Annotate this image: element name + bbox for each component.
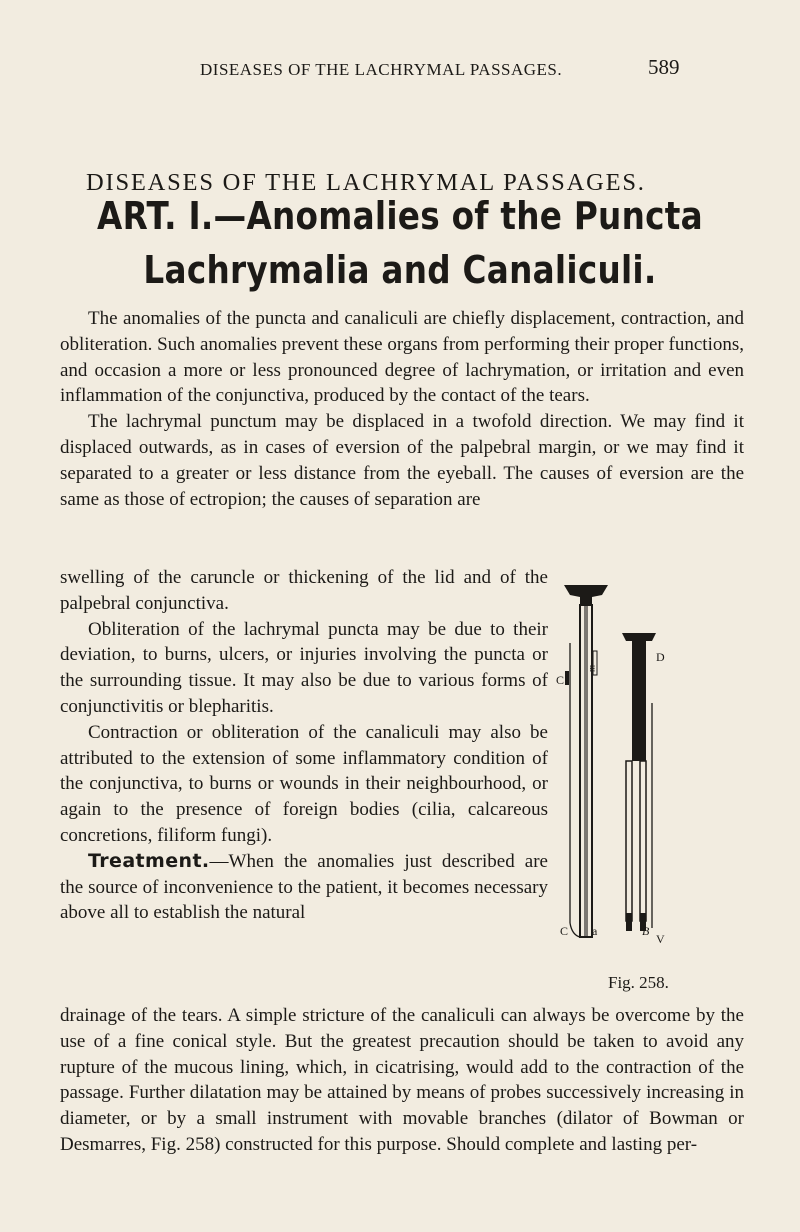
label-d: D — [656, 650, 665, 664]
article-heading-line2: Lachrymalia and Canaliculi. — [143, 248, 657, 292]
right-handle-upper — [632, 641, 646, 761]
paragraph-displacement-cont: swelling of the caruncle or thickening of the lid and of the palpebral conjunctiva. — [60, 567, 548, 614]
handle-top-grip — [564, 585, 608, 605]
page-number: 589 — [648, 55, 680, 79]
figure-258-dilator — [556, 583, 669, 993]
shaft-engraving: ш — [588, 665, 598, 672]
dilator-illustration — [556, 583, 666, 973]
article-heading-line1: ART. I.—Anomalies of the Puncta — [97, 194, 703, 238]
side-mark-c — [565, 671, 569, 685]
handle-right-grip — [622, 633, 656, 641]
paragraph-obliteration: Obliteration of the lachrymal puncta may be due to their deviation, to burns, ulcers, or injuries involving the puncta or the surrounding tissue. It may also be due to various forms of conjunctivitis or blepharitis. — [60, 618, 548, 717]
left-branch-curve — [570, 923, 580, 937]
label-v: V — [656, 932, 665, 946]
tip-a — [626, 913, 632, 931]
running-header: DISEASES OF THE LACHRYMAL PASSAGES. — [200, 60, 563, 79]
figure-caption: Fig. 258. — [608, 973, 669, 992]
section-title: DISEASES OF THE LACHRYMAL PASSAGES. — [86, 169, 646, 196]
right-branch-b — [640, 761, 646, 921]
treatment-label: Treatment. — [88, 849, 210, 872]
body-text-full-width — [60, 306, 744, 512]
body-text-beside-figure — [60, 565, 548, 926]
treatment-start: —When the anomalies just described are the source of inconvenience to the patient, it becomes necessary above all to establish the natural — [60, 850, 548, 924]
label-c-lower: C — [560, 924, 569, 938]
paragraph-treatment-cont: drainage of the tears. A simple stricture of the canaliculi can always be overcome by the use of a fine conical style. But the greatest precaution should be taken to avoid any rupture of the mucous lining, which, in cicatrising, would add to the contraction of the passage. Further dilatation may be attained by means of probes successively increasing in diameter, or by a small instrument with movable branches (dilator of Bowman or Desmarres, Fig. 258) constructed for this purpose. Should complete and lasting per- — [60, 1005, 744, 1155]
paragraph-treatment — [60, 849, 548, 926]
label-b: B — [642, 924, 650, 938]
body-text-after-figure — [60, 1003, 744, 1158]
paragraph-anomalies: The anomalies of the puncta and canaliculi are chiefly displacement, contraction, and obliteration. Such anomalies prevent these organs from performing their proper functions, and occasion a more or less pronounced degree of lachrymation, or irritation and even inflammation of the conjunctiva, produced by the contact of the tears. — [60, 308, 744, 407]
paragraph-contraction: Contraction or obliteration of the canaliculi may also be attributed to the extension of some inflammatory condition of the conjunctiva, to burns or wounds in their neighbourhood, or again to the presence of foreign bodies (cilia, calcareous concretions, filiform fungi). — [60, 721, 548, 846]
label-a: a — [592, 924, 598, 938]
right-branch-a — [626, 761, 632, 921]
paragraph-displacement: The lachrymal punctum may be displaced in a twofold direction. We may find it displaced outwards, as in cases of eversion of the palpebral margin, or we may find it separated to a greater or less distance from the eyeball. The causes of eversion are the same as those of ectropion; the causes of separation are — [60, 411, 744, 510]
label-c-upper: C — [556, 673, 565, 687]
shaft-core — [584, 605, 588, 937]
